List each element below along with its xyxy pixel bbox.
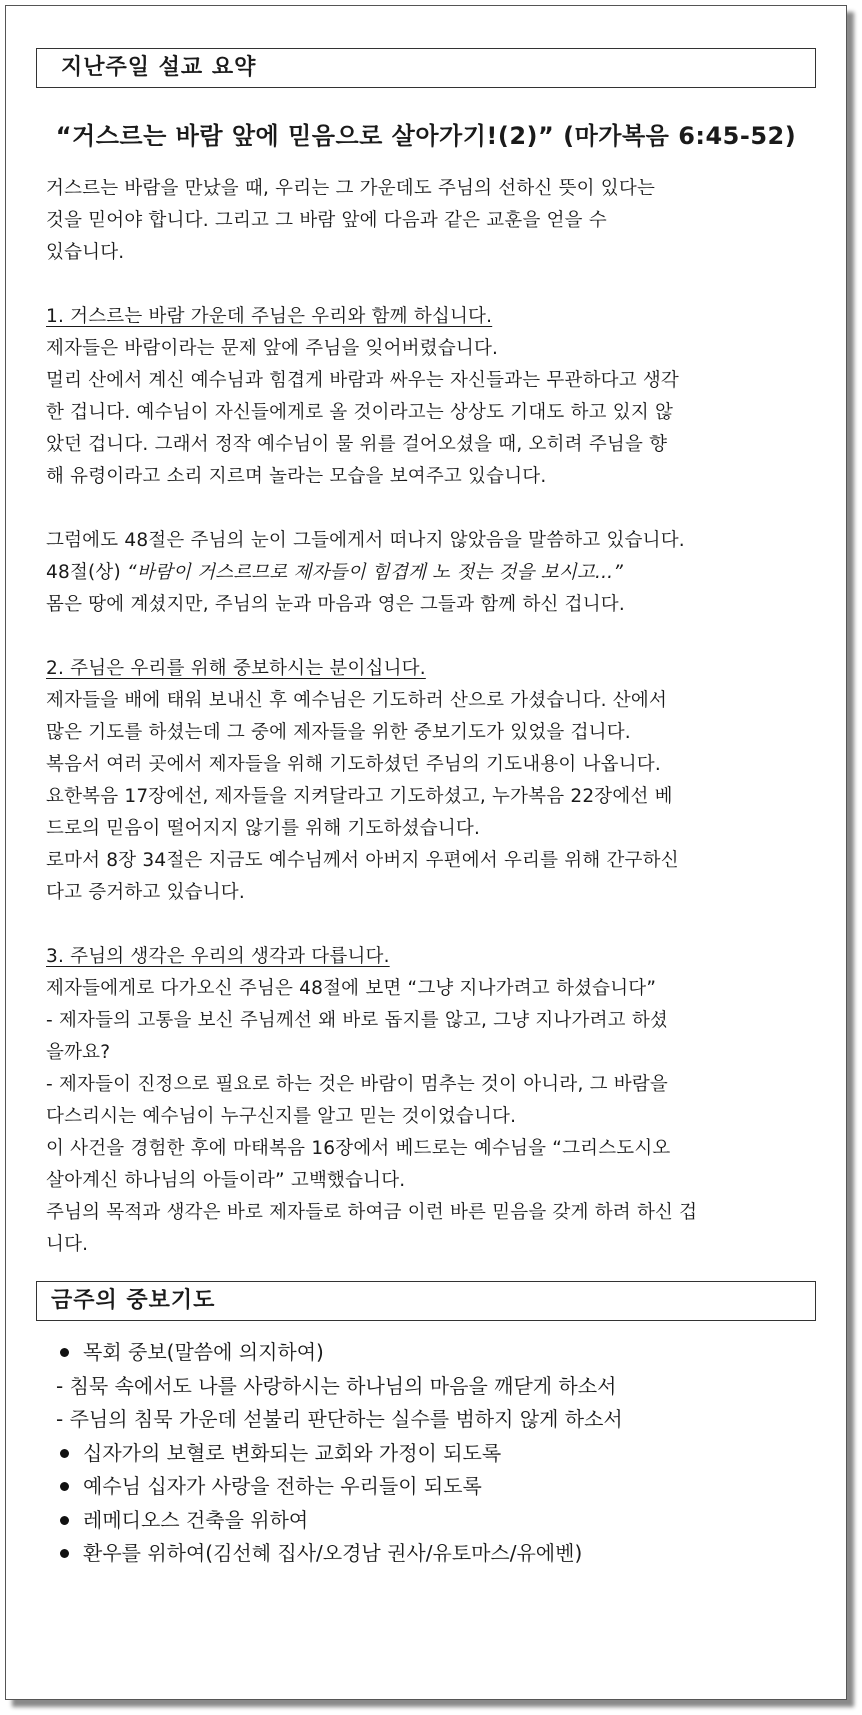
line-text: 몸은 땅에 계셨지만, 주님의 눈과 마음과 영은 그들과 함께 하신 겁니다. bbox=[46, 594, 625, 615]
blank-line bbox=[46, 493, 806, 525]
section-heading bbox=[46, 941, 806, 973]
bullet-icon bbox=[60, 1348, 69, 1357]
body-line bbox=[46, 237, 806, 269]
line-text: 요한복음 17장에선, 제자들을 지켜달라고 기도하셨고, 누가복음 22장에선 베 bbox=[46, 786, 673, 807]
body-line bbox=[46, 845, 806, 877]
prayer-item bbox=[56, 1403, 816, 1437]
line-text: 았던 겁니다. 그래서 정작 예수님이 물 위를 걸어오셨을 때, 오히려 주님을 향 bbox=[46, 434, 668, 455]
line-text: 멀리 산에서 계신 예수님과 힘겹게 바람과 싸우는 자신들과는 무관하다고 생각 bbox=[46, 370, 680, 391]
line-text: 그럼에도 48절은 주님의 눈이 그들에게서 떠나지 않았음을 말씀하고 있습니다. bbox=[46, 530, 685, 551]
line-text: 있습니다. bbox=[46, 242, 125, 263]
line-text: - 제자들이 진정으로 필요로 하는 것은 바람이 멈추는 것이 아니라, 그 바람을 bbox=[46, 1074, 668, 1095]
body-line bbox=[46, 1229, 806, 1261]
prayer-list bbox=[56, 1336, 816, 1571]
prayer-item-text: - 주님의 침묵 가운데 섣불리 판단하는 실수를 범하지 않게 하소서 bbox=[56, 1407, 623, 1431]
line-text: 을까요? bbox=[46, 1042, 111, 1063]
body-line bbox=[46, 813, 806, 845]
prayer-item bbox=[56, 1470, 816, 1504]
body-line bbox=[46, 333, 806, 365]
line-text: 제자들에게로 다가오신 주님은 48절에 보면 “그냥 지나가려고 하셨습니다” bbox=[46, 978, 657, 999]
body-line bbox=[46, 173, 806, 205]
body-line bbox=[46, 397, 806, 429]
line-text: 복음서 여러 곳에서 제자들을 위해 기도하셨던 주님의 기도내용이 나옵니다. bbox=[46, 754, 661, 775]
sermon-title: “거스르는 바람 앞에 믿음으로 살아가기!(2)” (마가복음 6:45-52) bbox=[55, 122, 797, 150]
body-line bbox=[46, 1069, 806, 1101]
line-text: 3. 주님의 생각은 우리의 생각과 다릅니다. bbox=[46, 946, 390, 967]
line-text: 제자들을 배에 태워 보내신 후 예수님은 기도하러 산으로 가셨습니다. 산에서 bbox=[46, 690, 668, 711]
body-line bbox=[46, 685, 806, 717]
body-line bbox=[46, 1101, 806, 1133]
verse-quote: “바람이 거스르므로 제자들이 힘겹게 노 젓는 것을 보시고...” bbox=[127, 562, 624, 583]
prayer-header: 금주의 중보기도 bbox=[36, 1281, 816, 1321]
bullet-icon bbox=[60, 1449, 69, 1458]
line-text: 해 유령이라고 소리 지르며 놀라는 모습을 보여주고 있습니다. bbox=[46, 466, 547, 487]
line-text: 2. 주님은 우리를 위해 중보하시는 분이십니다. bbox=[46, 658, 426, 679]
prayer-item-text: 예수님 십자가 사랑을 전하는 우리들이 되도록 bbox=[83, 1474, 482, 1498]
line-text: 것을 믿어야 합니다. 그리고 그 바람 앞에 다음과 같은 교훈을 얻을 수 bbox=[46, 210, 607, 231]
blank-line bbox=[46, 909, 806, 941]
section-heading bbox=[46, 653, 806, 685]
bulletin-page bbox=[5, 5, 847, 1700]
line-text: 많은 기도를 하셨는데 그 중에 제자들을 위한 중보기도가 있었을 겁니다. bbox=[46, 722, 631, 743]
sermon-body bbox=[46, 173, 806, 1261]
line-text: 살아계신 하나님의 아들이라” 고백했습니다. bbox=[46, 1170, 406, 1191]
body-line bbox=[46, 877, 806, 909]
body-line bbox=[46, 525, 806, 557]
line-text: 로마서 8장 34절은 지금도 예수님께서 아버지 우편에서 우리를 위해 간구하신 bbox=[46, 850, 679, 871]
line-text: - 제자들의 고통을 보신 주님께선 왜 바로 돕지를 않고, 그냥 지나가려고 하셨 bbox=[46, 1010, 668, 1031]
section-heading bbox=[46, 301, 806, 333]
bullet-icon bbox=[60, 1549, 69, 1558]
body-line bbox=[46, 1197, 806, 1229]
body-line bbox=[46, 717, 806, 749]
body-line bbox=[46, 1037, 806, 1069]
prayer-item bbox=[56, 1504, 816, 1538]
line-text: 드로의 믿음이 떨어지지 않기를 위해 기도하셨습니다. bbox=[46, 818, 481, 839]
blank-line bbox=[46, 621, 806, 653]
body-line bbox=[46, 589, 806, 621]
line-text: 주님의 목적과 생각은 바로 제자들로 하여금 이런 바른 믿음을 갖게 하려 하신 겁 bbox=[46, 1202, 698, 1223]
prayer-item bbox=[56, 1336, 816, 1370]
blank-line bbox=[46, 269, 806, 301]
sermon-summary-header: 지난주일 설교 요약 bbox=[36, 48, 816, 88]
body-line bbox=[46, 781, 806, 813]
body-line bbox=[46, 429, 806, 461]
line-text: 다스리시는 예수님이 누구신지를 알고 믿는 것이었습니다. bbox=[46, 1106, 517, 1127]
prayer-item bbox=[56, 1370, 816, 1404]
body-line bbox=[46, 461, 806, 493]
prayer-item bbox=[56, 1437, 816, 1471]
body-line bbox=[46, 973, 806, 1005]
body-line bbox=[46, 1165, 806, 1197]
prayer-item-text: 환우를 위하여(김선혜 집사/오경남 권사/유토마스/유에벤) bbox=[83, 1541, 583, 1565]
body-line bbox=[46, 205, 806, 237]
line-text: 한 겁니다. 예수님이 자신들에게로 올 것이라고는 상상도 기대도 하고 있지 않 bbox=[46, 402, 674, 423]
bullet-icon bbox=[60, 1482, 69, 1491]
verse-ref: 48절(상) bbox=[46, 562, 127, 583]
body-line bbox=[46, 1005, 806, 1037]
prayer-item-text: 목회 중보(말씀에 의지하여) bbox=[83, 1340, 324, 1364]
prayer-item bbox=[56, 1537, 816, 1571]
body-line bbox=[46, 557, 806, 589]
prayer-item-text: 레메디오스 건축을 위하여 bbox=[83, 1507, 309, 1532]
line-text: 다고 증거하고 있습니다. bbox=[46, 882, 245, 903]
body-line bbox=[46, 1133, 806, 1165]
line-text: 니다. bbox=[46, 1234, 89, 1255]
body-line bbox=[46, 749, 806, 781]
prayer-item-text: 십자가의 보혈로 변화되는 교회와 가정이 되도록 bbox=[83, 1440, 502, 1465]
prayer-item-text: - 침묵 속에서도 나를 사랑하시는 하나님의 마음을 깨닫게 하소서 bbox=[56, 1373, 617, 1398]
line-text: 거스르는 바람을 만났을 때, 우리는 그 가운데도 주님의 선하신 뜻이 있다는 bbox=[46, 178, 656, 199]
line-text: 이 사건을 경험한 후에 마태복음 16장에서 베드로는 예수님을 “그리스도시오 bbox=[46, 1138, 671, 1159]
line-text: 제자들은 바람이라는 문제 앞에 주님을 잊어버렸습니다. bbox=[46, 338, 499, 359]
line-text: 1. 거스르는 바람 가운데 주님은 우리와 함께 하십니다. bbox=[46, 306, 493, 327]
bullet-icon bbox=[60, 1516, 69, 1525]
body-line bbox=[46, 365, 806, 397]
